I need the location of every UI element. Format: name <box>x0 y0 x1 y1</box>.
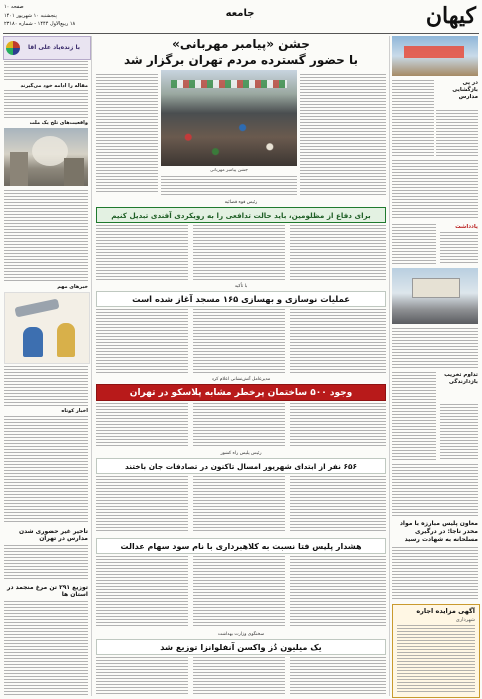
strip-2-kicker: با تأکید <box>234 284 248 289</box>
strip-2-headline[interactable]: عملیات نوسازی و بهسازی ۱۶۵ مسجد آغاز شده است <box>96 291 386 307</box>
masthead-logo[interactable]: کیهان <box>425 3 476 29</box>
strip-4-headline[interactable]: ۶۵۶ نفر از ابتدای شهریور امسال تاکنون در تصادفات جان باختند <box>96 458 386 474</box>
right-text-block-3b <box>440 232 478 264</box>
ad-title: با زنده‌یاد علی آقا <box>28 44 80 51</box>
ad-logo-icon <box>6 41 20 55</box>
left-text-block-1 <box>4 61 88 81</box>
left-bottom-headline-1[interactable]: تأخیر غیر حضوری شدن مدارس در تهران <box>19 528 88 542</box>
strip-3-body-b <box>193 403 285 447</box>
lead-headline-1[interactable]: جشن «پیامبر مهربانی» <box>172 37 310 51</box>
smoke-shape <box>32 136 68 166</box>
cartoon-image <box>4 292 90 364</box>
strip-3-body-a <box>96 403 188 447</box>
lead-text-col-right <box>300 74 386 196</box>
cartoon-figure-shape <box>57 323 75 357</box>
strip-3-headline[interactable]: وجود ۵۰۰ ساختمان پرخطر مشابه پلاسکو در تهران <box>96 384 386 401</box>
left-subhead-a: مقاله را ادامه خود می‌گیرند <box>20 83 88 89</box>
billboard-shape <box>412 278 460 298</box>
masthead-rule <box>3 33 479 34</box>
strip-6-body-a <box>96 657 188 695</box>
strip-2-body-b <box>193 309 285 373</box>
strip-6-kicker: سخنگوی وزارت بهداشت <box>217 632 265 637</box>
right-box-3-head[interactable]: تداوم تخریب بازدارندگی <box>444 372 478 385</box>
strip-1-body-c <box>290 225 386 281</box>
left-text-block-2 <box>4 90 88 118</box>
right-text-block-3 <box>392 224 436 264</box>
cartoon-plane-shape <box>14 299 59 318</box>
left-text-block-5 <box>4 416 88 524</box>
right-text-block-7 <box>392 547 478 601</box>
left-subhead-b: واقعیت‌های تلخ یک ملت <box>29 120 88 126</box>
column-rule <box>91 36 92 696</box>
right-bottom-headline[interactable]: معاون پلیس مبارزه با مواد مخدر ناجا: در درگیری مسلحانه به شهادت رسید <box>399 520 478 543</box>
right-text-block-2 <box>392 160 478 220</box>
right-box-2-head: یادداشت <box>455 224 478 230</box>
strip-4-kicker: رئیس پلیس راه کشور <box>220 451 262 456</box>
strip-6-body-c <box>290 657 386 695</box>
right-text-block-1 <box>392 80 434 156</box>
auction-notice-title: آگهی مزایده اجاره <box>416 607 475 615</box>
right-text-block-5 <box>392 372 436 460</box>
strip-3-body-c <box>290 403 386 447</box>
strip-5-body-a <box>96 556 188 628</box>
right-mid-photo <box>392 268 478 324</box>
left-ad-banner[interactable] <box>3 36 91 60</box>
banner-sign-shape <box>404 46 464 58</box>
lead-headline-2[interactable]: با حضور گسترده مردم تهران برگزار شد <box>123 53 359 67</box>
right-text-block-4 <box>392 328 478 368</box>
left-subhead-d: اخبار کوتاه <box>61 408 88 414</box>
page-number: صفحه ۱۰ <box>4 4 24 10</box>
right-text-block-5b <box>440 404 478 460</box>
strip-6-body-b <box>193 657 285 695</box>
section-title: جامعه <box>225 8 255 19</box>
right-text-block-1b <box>436 110 478 156</box>
building-shape <box>64 158 84 186</box>
destruction-photo <box>4 128 88 186</box>
crowd-flags-shape <box>171 80 287 88</box>
strip-1-kicker: رئیس قوه قضائیه <box>224 200 258 205</box>
strip-1-body-a <box>96 225 188 281</box>
right-box-1-head[interactable]: در پی بازگشایی مدارس <box>452 80 478 100</box>
left-text-block-3 <box>4 190 88 282</box>
strip-5-body-b <box>193 556 285 628</box>
strip-4-body-c <box>290 476 386 532</box>
strip-1-body-b <box>193 225 285 281</box>
lead-crowd-photo <box>161 70 297 166</box>
issue-line: ۱۸ ربیع‌الاول ۱۴۴۴ - شماره ۲۳۱۸۰ <box>4 21 76 27</box>
auction-notice-body <box>397 625 475 693</box>
right-top-photo <box>392 36 478 76</box>
strip-2-body-c <box>290 309 386 373</box>
column-rule <box>389 36 390 696</box>
lead-photo-caption: جشن پیامبر مهربانی <box>210 168 248 173</box>
left-text-block-6 <box>4 545 88 581</box>
right-text-block-6 <box>392 464 478 516</box>
lead-text-under-photo <box>161 176 297 196</box>
left-subhead-c: خبرهای مهم <box>57 284 88 290</box>
date-line: پنجشنبه ۱۰ شهریور ۱۴۰۱ <box>4 13 57 19</box>
strip-1-headline[interactable]: برای دفاع از مظلومین، باید حالت تدافعی را به رویکردی آفندی تبدیل کنیم <box>96 207 386 223</box>
lead-text-col-left <box>96 74 158 194</box>
left-text-block-7 <box>4 601 88 695</box>
masthead <box>0 0 482 34</box>
cartoon-figure-shape <box>23 327 43 357</box>
building-shape <box>10 152 28 186</box>
strip-3-kicker: مدیرعامل آتش‌نشانی اعلام کرد <box>211 377 271 382</box>
auction-notice[interactable] <box>392 604 480 698</box>
left-text-block-4 <box>4 366 88 406</box>
strip-5-headline[interactable]: هشدار پلیس فتا نسبت به کلاهبرداری با نام سود سهام عدالت <box>96 538 386 554</box>
left-bottom-headline-2[interactable]: توزیع ۲۹۱ تن مرغ منجمد در استان ها <box>7 584 88 598</box>
strip-2-body-a <box>96 309 188 373</box>
strip-4-body-a <box>96 476 188 532</box>
strip-4-body-b <box>193 476 285 532</box>
strip-5-body-c <box>290 556 386 628</box>
strip-6-headline[interactable]: یک میلیون دُز واکسن آنفلوانزا توزیع شد <box>96 639 386 655</box>
auction-notice-org: شهرداری <box>455 617 475 623</box>
